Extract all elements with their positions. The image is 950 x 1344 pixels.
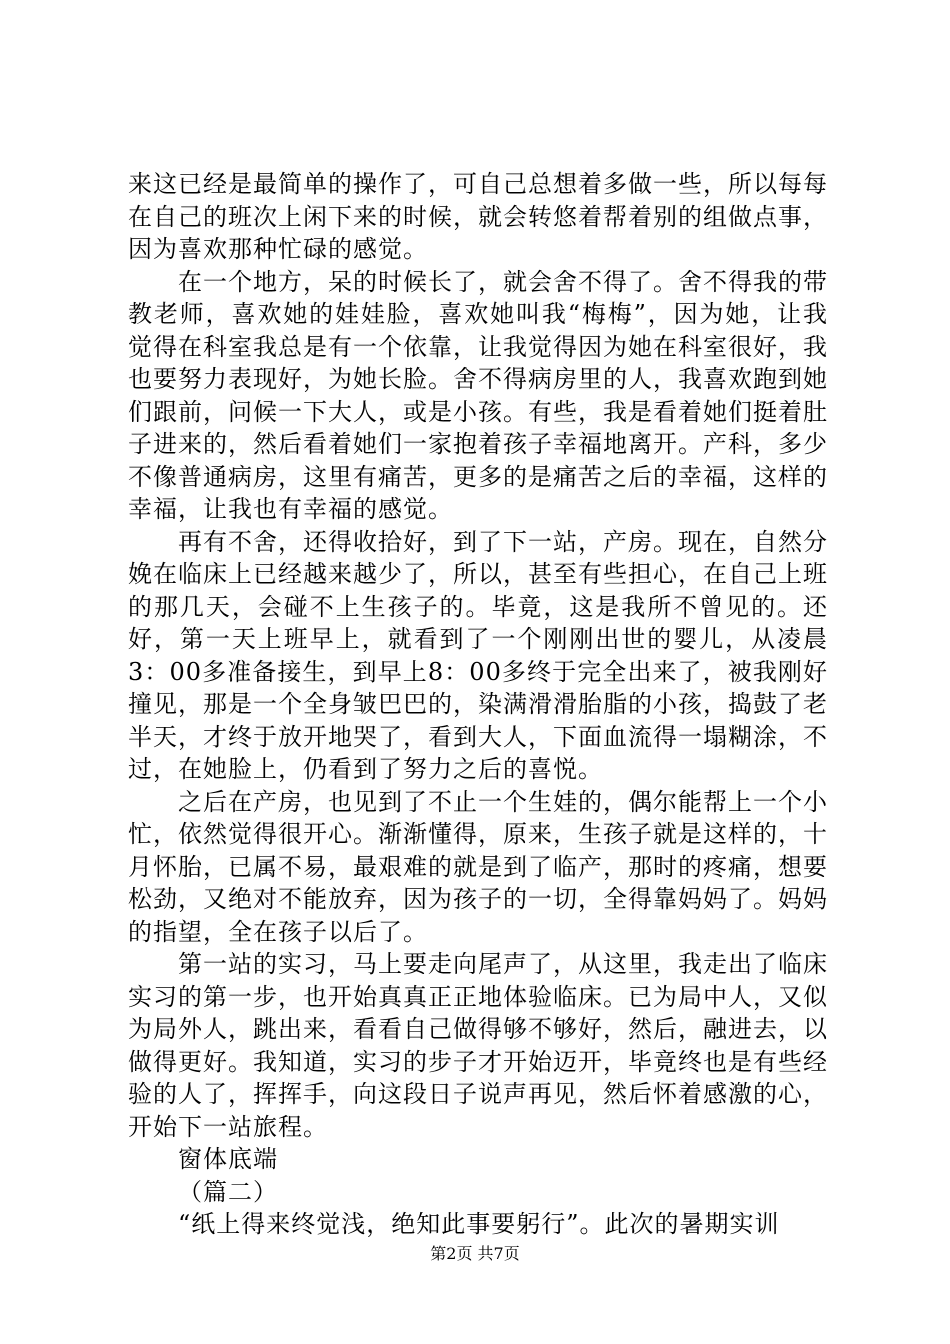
paragraph-delivery-room: 再有不舍，还得收拾好，到了下一站，产房。现在，自然分娩在临床上已经越来越少了，所以，甚至有些担心，在自己上班的那几天，会碰不上生孩子的。毕竟，这是我所不曾见的。还好，第一天上班早上，就看到了一个刚刚出世的婴儿，从凌晨3：00多准备接生，到早上8：00多终于完全出来了，被我刚好撞见，那是一个全身皱巴巴的，染满滑滑胎脂的小孩，捣鼓了老半天，才终于放开地哭了，看到大人，下面血流得一塌糊涂，不过，在她脸上，仍看到了努力之后的喜悦。 xyxy=(128,527,828,783)
paragraph-internship-end: 第一站的实习，马上要走向尾声了，从这里，我走出了临床实习的第一步，也开始真真正正地体验临床。已为局中人，又似为局外人，跳出来，看看自己做得够不够好，然后，融进去，以做得更好。我知道，实习的步子才开始迈开，毕竟终也是有些经验的人了，挥挥手，向这段日子说声再见，然后怀着感激的心，开始下一站旅程。 xyxy=(128,950,828,1141)
section-heading: （篇二） xyxy=(178,1177,278,1206)
page-number: 第2页 共7页 xyxy=(430,1244,520,1263)
paragraph-continuation: 来这已经是最简单的操作了，可自己总想着多做一些，所以每每在自己的班次上闲下来的时候，就会转悠着帮着别的组做点事，因为喜欢那种忙碌的感觉。 xyxy=(128,170,828,263)
document-body xyxy=(128,168,828,1241)
paragraph-part-two-start: “纸上得来终觉浅，绝知此事要躬行”。此次的暑期实训 xyxy=(178,1210,780,1238)
paragraph-leaving-ward: 在一个地方，呆的时候长了，就会舍不得了。舍不得我的带教老师，喜欢她的娃娃脸，喜欢她叫我“梅梅”，因为她，让我觉得在科室我总是有一个依靠，让我觉得因为她在科室很好，我也要努力表现好，为她长脸。舍不得病房里的人，我喜欢跑到她们跟前，问候一下大人，或是小孩。有些，我是看着她们挺着肚子进来的，然后看着她们一家抱着孩子幸福地离开。产科，多少不像普通病房，这里有痛苦，更多的是痛苦之后的幸福，这样的幸福，让我也有幸福的感觉。 xyxy=(128,267,828,523)
paragraph-birth-reflection: 之后在产房，也见到了不止一个生娃的，偶尔能帮上一个小忙，依然觉得很开心。渐渐懂得，原来，生孩子就是这样的，十月怀胎，已属不易，最艰难的就是到了临产，那时的疼痛，想要松劲，又绝对不能放弃，因为孩子的一切，全得靠妈妈了。妈妈的指望，全在孩子以后了。 xyxy=(128,787,828,946)
form-bottom-label: 窗体底端 xyxy=(178,1145,278,1173)
